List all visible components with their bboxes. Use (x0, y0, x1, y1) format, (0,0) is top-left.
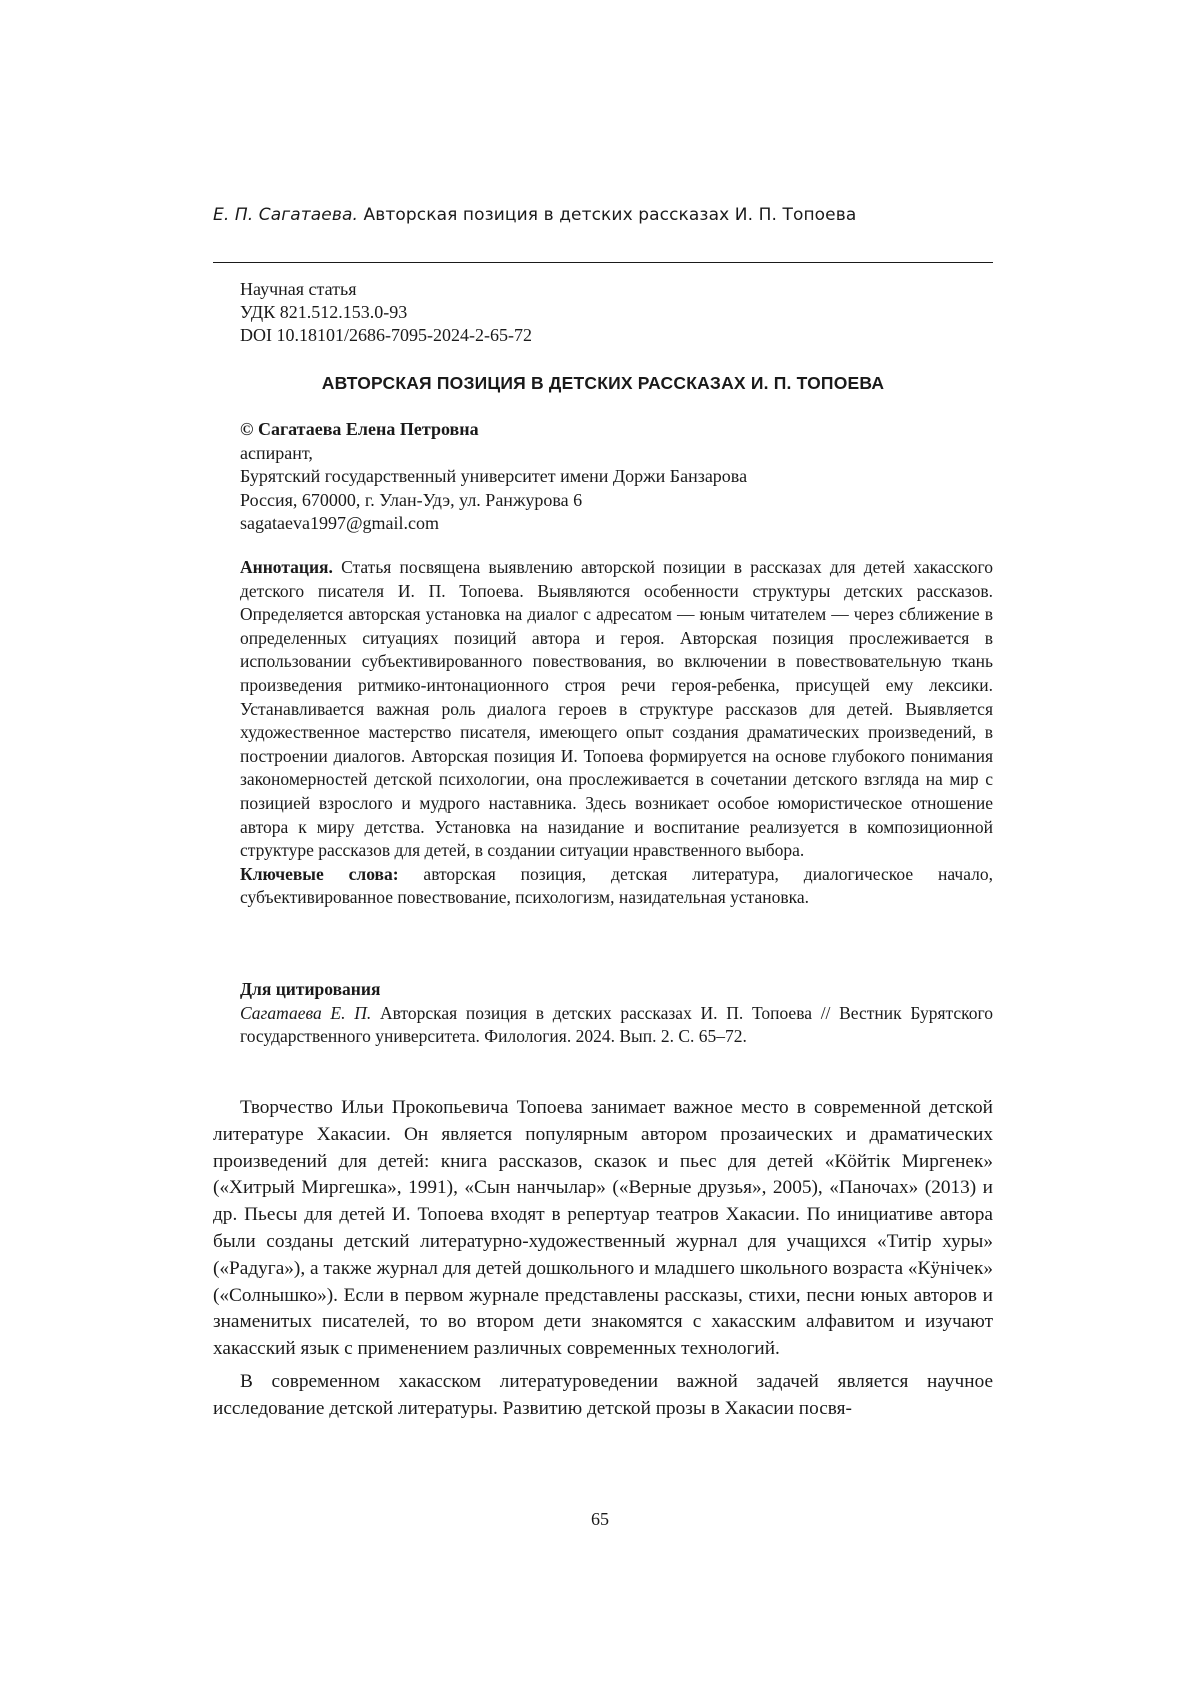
author-position: аспирант, (240, 442, 980, 466)
abstract-paragraph (240, 556, 993, 863)
abstract (240, 556, 993, 910)
article-title: АВТОРСКАЯ ПОЗИЦИЯ В ДЕТСКИХ РАССКАЗАХ И. П. ТОПОЕВА (213, 373, 993, 394)
abstract-label: Аннотация. (240, 557, 333, 577)
body-text (213, 1095, 993, 1423)
doi: DOI 10.18101/2686-7095-2024-2-65-72 (240, 324, 940, 347)
header-rule (213, 262, 993, 263)
author-info (240, 418, 980, 536)
abstract-text: Статья посвящена выявлению авторской позиции в рассказах для детей хакасского детского писателя И. П. Топоева. Выявляются особенности структуры детских рассказов. Определяется авторская установка на диалог с адресатом — юным читателем — через сближение в определенных ситуациях позиций автора и героя. Авторская позиция прослеживается в использовании субъективированного повествования, во включении в повествовательную ткань произведения ритмико-интонационного строя речи героя-ребенка, присущей ему лексики. Устанавливается важная роль диалога героев в структуре рассказов для детей. Выявляется художественное мастерство писателя, имеющего опыт создания драматических произведений, в построении диалогов. Авторская позиция И. Топоева формируется на основе глубокого понимания закономерностей детской психологии, она прослеживается в сочетании детского взгляда на мир с позицией взрослого и мудрого наставника. Здесь возникает особое юмористическое отношение автора к миру детства. Установка на назидание и воспитание реализуется в композиционной структуре рассказов для детей, в создании ситуации нравственного выбора. (240, 557, 993, 860)
keywords-paragraph (240, 863, 993, 910)
author-affiliation: Бурятский государственный университет имени Доржи Банзарова (240, 465, 980, 489)
body-paragraph-1: Творчество Ильи Прокопьевича Топоева занимает важное место в современной детской литературе Хакасии. Он является популярным автором прозаических и драматических произведений для детей: книга рассказов, сказок и пьес для детей «Кӧйтік Миргенек» («Хитрый Миргешка», 1991), «Сын нанчылар» («Верные друзья», 2005), «Паночах» (2013) и др. Пьесы для детей И. Топоева входят в репертуар театров Хакасии. По инициативе автора были созданы детский литературно-художественный журнал для учащихся «Титір хуры» («Радуга»), а также журнал для детей дошкольного и младшего школьного возраста «Кӱнічек» («Солнышко»). Если в первом журнале представлены рассказы, стихи, песни юных авторов и знаменитых писателей, то во втором дети знакомятся с хакасским алфавитом и изучают хакасский язык с применением различных современных технологий. (213, 1095, 993, 1363)
citation-heading: Для цитирования (240, 978, 993, 1002)
citation-text: Авторская позиция в детских рассказах И. П. Топоева // Вестник Бурятского государственного университета. Филология. 2024. Вып. 2. С. 65–72. (240, 1003, 993, 1047)
keywords-label: Ключевые слова: (240, 864, 399, 884)
running-header-author: Е. П. Сагатаева. (213, 205, 358, 225)
udc-code: УДК 821.512.153.0-93 (240, 301, 940, 324)
author-email: sagataeva1997@gmail.com (240, 512, 980, 536)
citation-block (240, 978, 993, 1049)
article-type: Научная статья (240, 278, 940, 301)
author-address: Россия, 670000, г. Улан-Удэ, ул. Ранжурова 6 (240, 489, 980, 513)
citation-line (240, 1002, 993, 1049)
body-paragraph-2: В современном хакасском литературоведении важной задачей является научное исследование детской литературы. Развитию детской прозы в Хакасии посвя- (213, 1369, 993, 1423)
running-header-title: Авторская позиция в детских рассказах И. П. Топоева (364, 205, 857, 225)
citation-author: Сагатаева Е. П. (240, 1003, 371, 1023)
author-name: © Сагатаева Елена Петровна (240, 418, 980, 442)
keywords-text: авторская позиция, детская литература, диалогическое начало, субъективированное повествование, психологизм, назидательная установка. (240, 864, 993, 908)
page-number: 65 (0, 1509, 1200, 1530)
running-header (213, 205, 993, 225)
article-meta (240, 278, 940, 347)
